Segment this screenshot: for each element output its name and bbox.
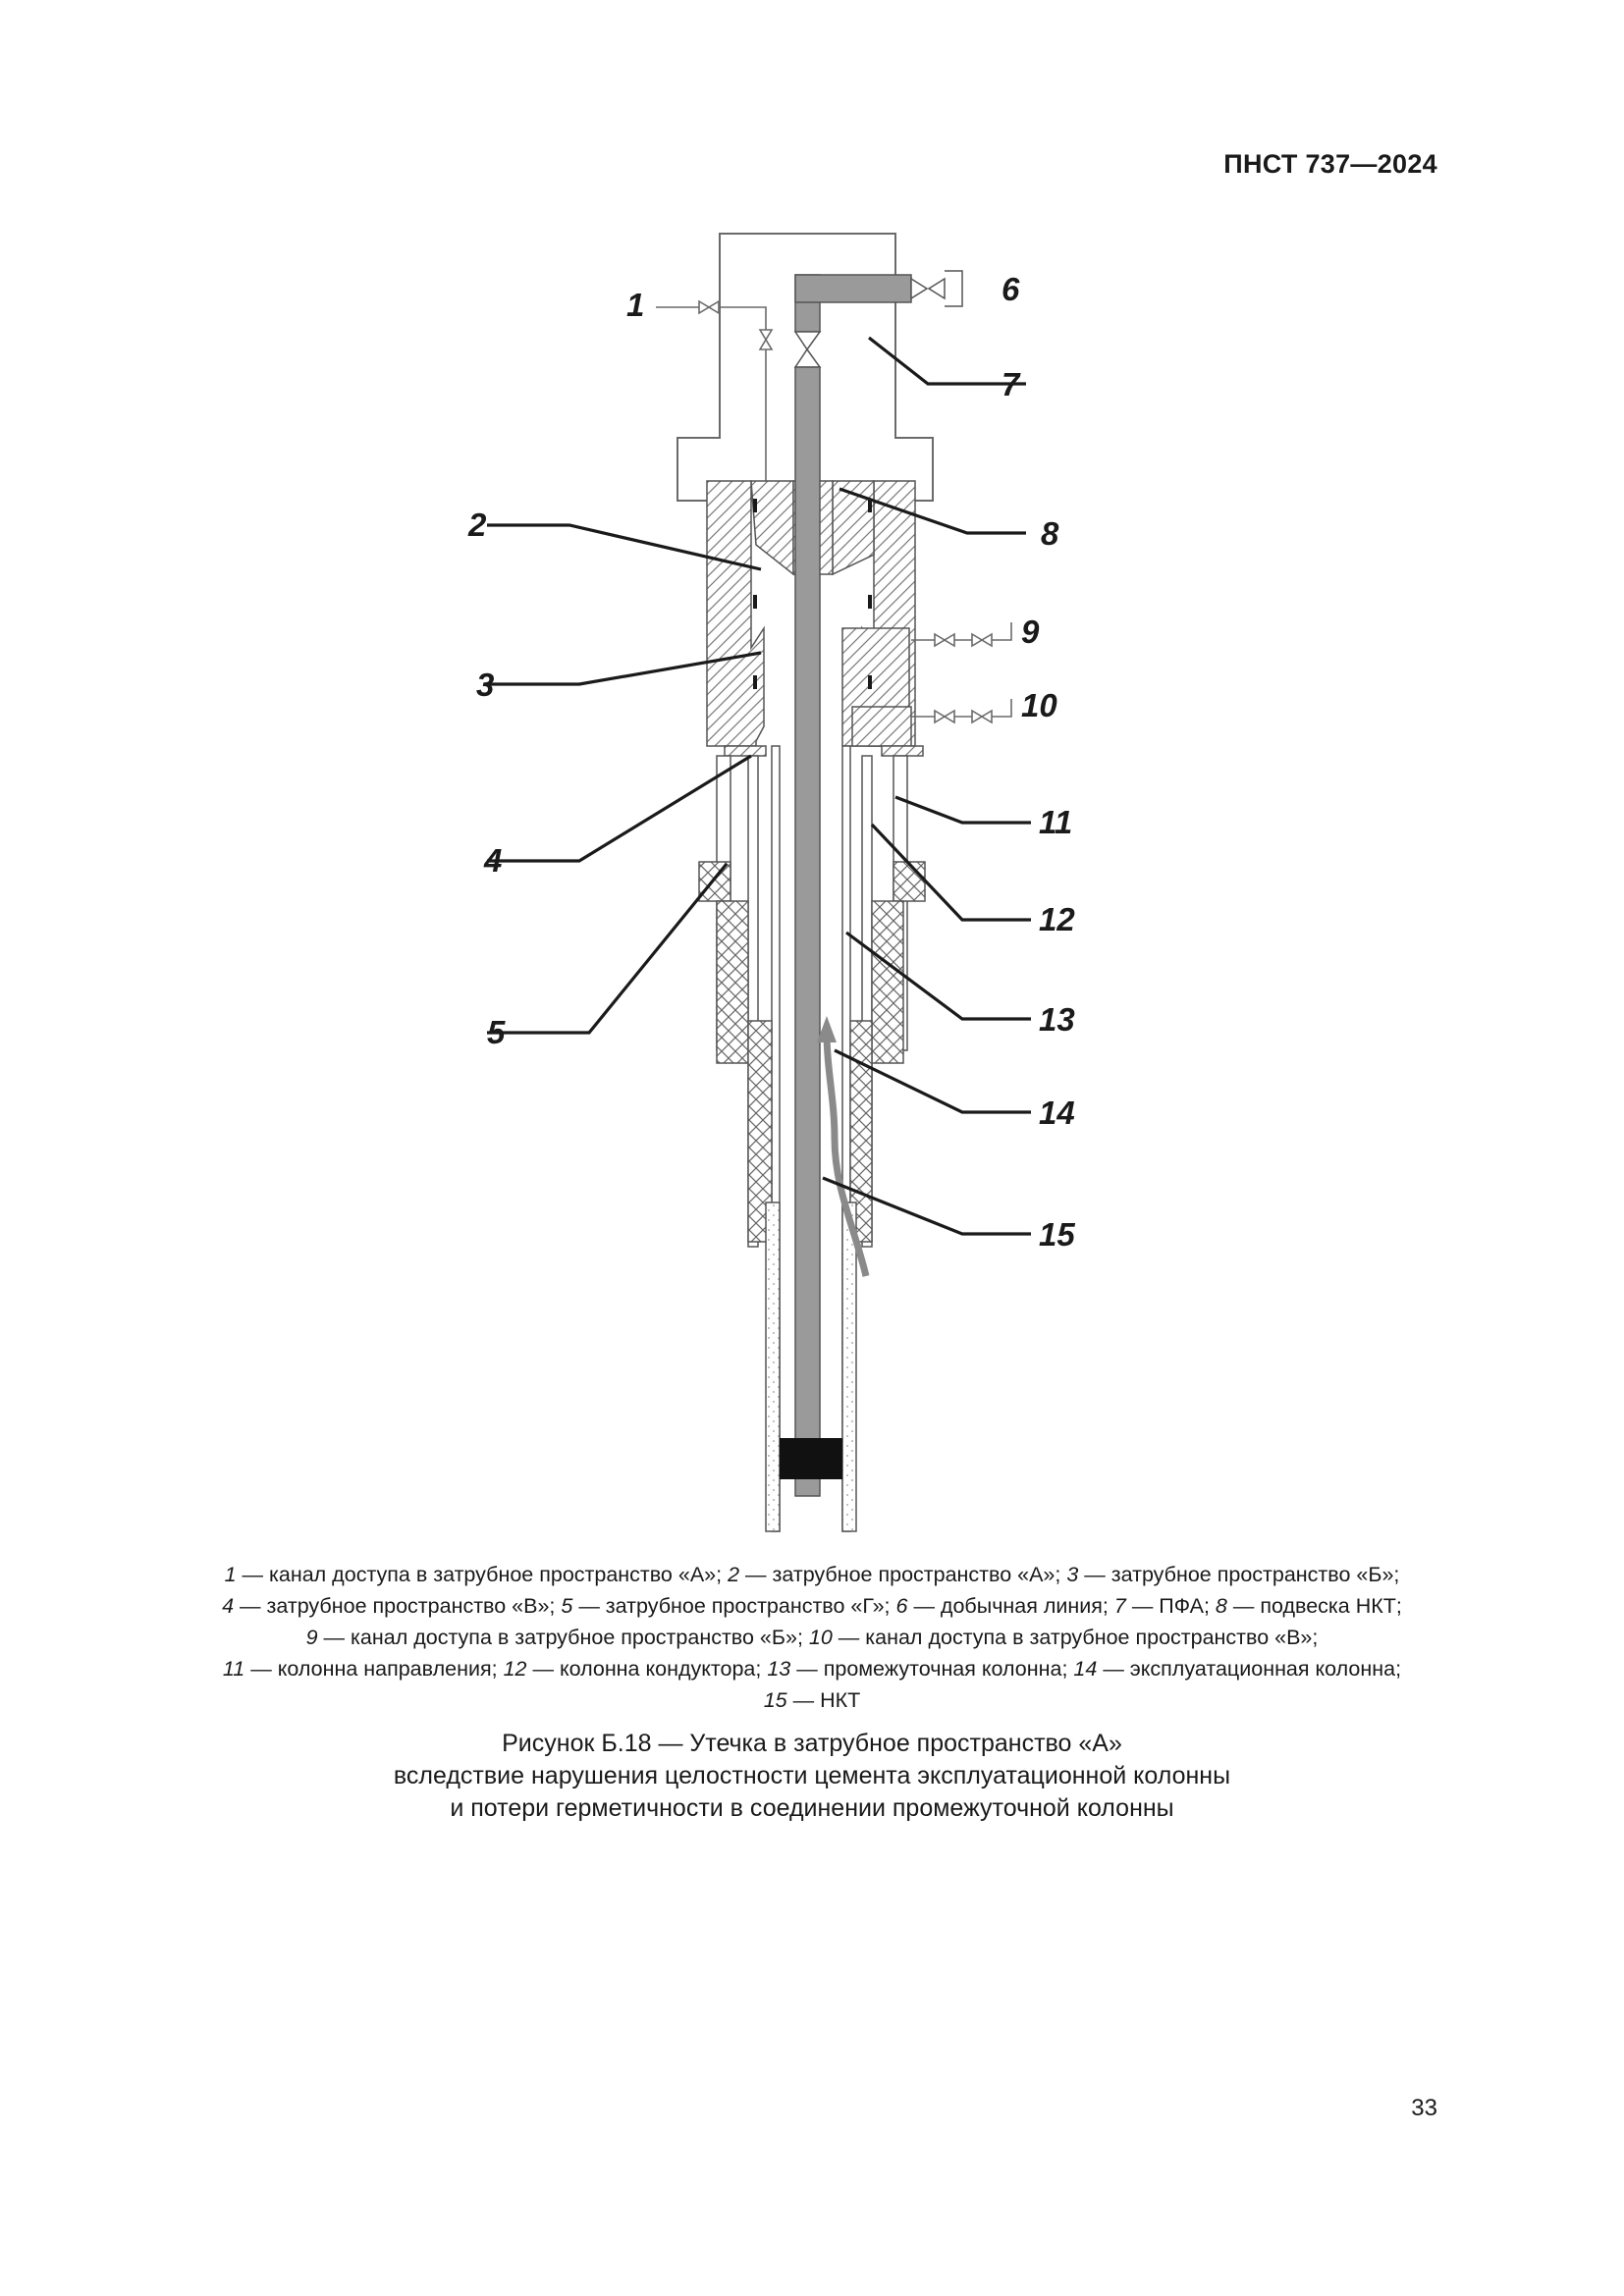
page-number: 33 [1411,2095,1437,2121]
callout-4: 4 [484,842,503,879]
callout-14: 14 [1039,1095,1075,1131]
legend-row-4: 11 — колонна направления; 12 — колонна кондуктора; 13 — промежуточная колонна; 14 — эксплуатационная колонна; [222,1657,1402,1681]
caption-line-2: вследствие нарушения целостности цемента эксплуатационной колонны [393,1762,1231,1789]
callout-9: 9 [1021,614,1040,650]
callout-1: 1 [626,287,645,323]
callout-2: 2 [468,507,487,543]
access-channels-b-v [911,622,1011,722]
callout-12: 12 [1039,901,1075,937]
callout-7: 7 [1001,366,1020,402]
callout-13: 13 [1039,1001,1075,1038]
figure-legend [118,1559,1506,1716]
legend-row-1: 1 — канал доступа в затрубное пространство «А»; 2 — затрубное пространство «А»; 3 — затрубное пространство «Б»; [224,1563,1400,1586]
caption-line-1: Рисунок Б.18 — Утечка в затрубное пространство «А» [502,1730,1122,1757]
callout-3: 3 [476,667,495,703]
callout-15: 15 [1039,1216,1075,1253]
callout-6: 6 [1001,271,1020,307]
callout-5: 5 [487,1014,506,1050]
legend-row-5: 15 — НКТ [763,1688,861,1712]
figure-caption [118,1728,1506,1825]
access-channel-a [656,301,772,491]
callout-10: 10 [1021,687,1057,723]
legend-row-3: 9 — канал доступа в затрубное пространство «Б»; 10 — канал доступа в затрубное пространство «В»; [305,1626,1319,1649]
production-line [795,271,962,367]
callout-11: 11 [1039,804,1073,840]
legend-row-2: 4 — затрубное пространство «В»; 5 — затрубное пространство «Г»; 6 — добычная линия; 7 — ПФА; 8 — подвеска НКТ; [222,1594,1402,1618]
callout-8: 8 [1041,515,1059,552]
caption-line-3: и потери герметичности в соединении промежуточной колонны [450,1794,1174,1822]
document-code: ПНСТ 737—2024 [1223,149,1437,179]
